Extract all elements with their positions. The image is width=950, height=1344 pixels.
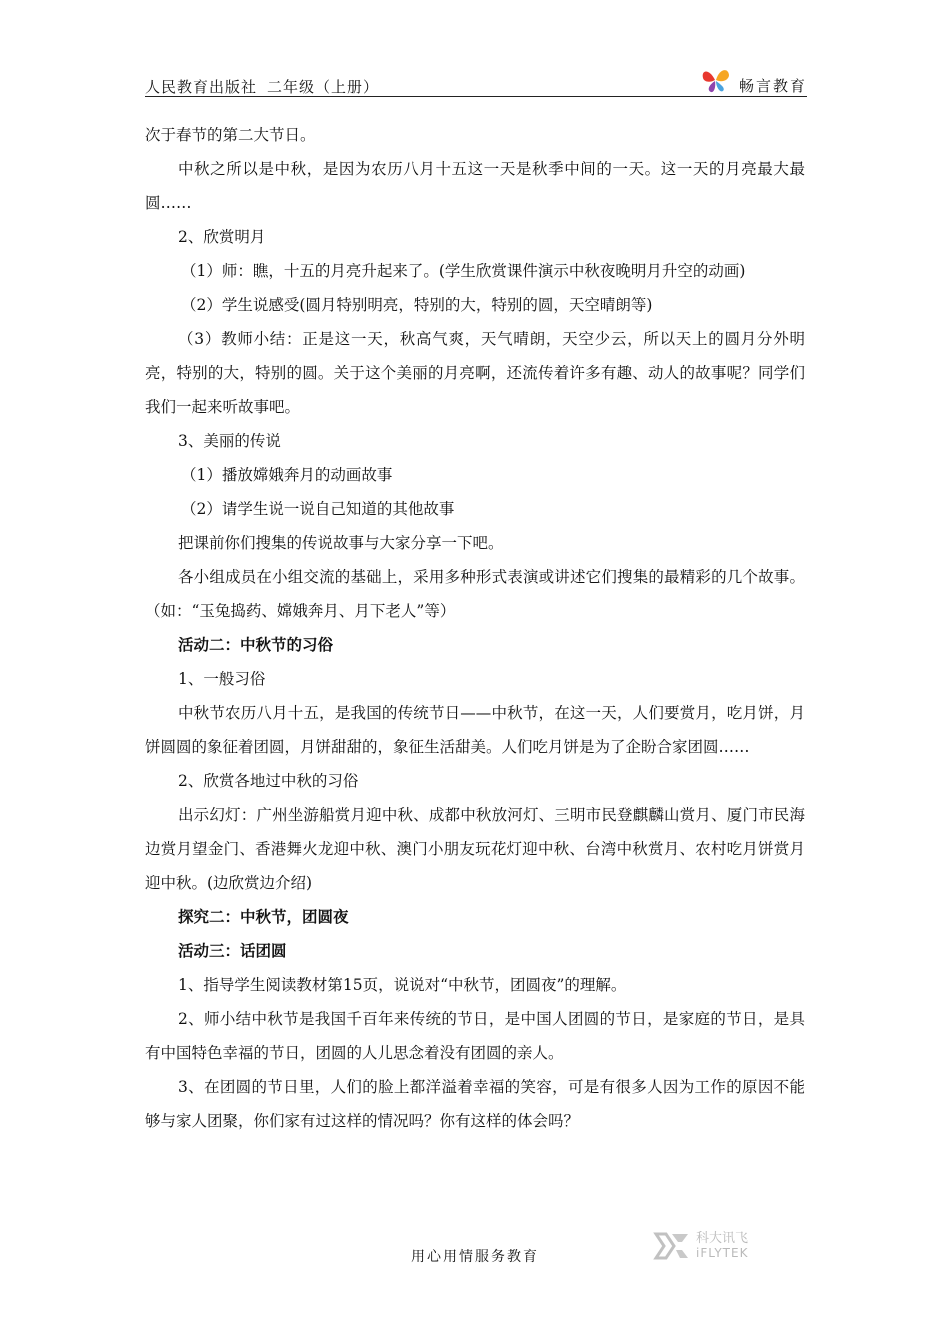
paragraph: （3）教师小结：正是这一天，秋高气爽，天气晴朗，天空少云，所以天上的圆月分外明亮，特别的大，特别的圆。关于这个美丽的月亮啊，还流传着许多有趣、动人的故事呢？同学们我们一起来听故事吧。 (145, 330, 805, 416)
iflytek-cn-name: 科大讯飞 (696, 1231, 749, 1246)
paragraph: （2）请学生说一说自己知道的其他故事 (181, 500, 455, 518)
iflytek-logo-icon (652, 1228, 692, 1264)
iflytek-en-name: iFLYTEK (696, 1246, 749, 1260)
iflytek-logo (652, 1226, 762, 1266)
footer-slogan: 用心用情服务教育 (411, 1249, 539, 1265)
publisher-grade-label: 人民教育出版社 二年级（上册） (145, 78, 380, 96)
paragraph: （2）学生说感受(圆月特别明亮，特别的大，特别的圆，天空晴朗等) (181, 296, 653, 314)
document-body (145, 118, 805, 1138)
paragraph: 2、欣赏明月 (178, 228, 266, 246)
paragraph: 把课前你们搜集的传说故事与大家分享一下吧。 (178, 534, 504, 552)
paragraph: 1、一般习俗 (178, 670, 266, 688)
section-heading: 探究二：中秋节，团圆夜 (178, 907, 349, 926)
paragraph: 次于春节的第二大节日。 (145, 126, 316, 144)
brand (701, 64, 807, 96)
butterfly-logo-icon (701, 66, 731, 94)
page-header (145, 62, 807, 98)
section-heading: 活动二：中秋节的习俗 (178, 635, 334, 654)
brand-name: 畅言教育 (738, 76, 807, 95)
paragraph: 中秋节农历八月十五，是我国的传统节日——中秋节，在这一天，人们要赏月，吃月饼，月饼圆圆的象征着团圆，月饼甜甜的，象征生活甜美。人们吃月饼是为了企盼合家团圆…… (145, 704, 805, 756)
paragraph: 中秋之所以是中秋，是因为农历八月十五这一天是秋季中间的一天。这一天的月亮最大最圆…… (145, 160, 805, 212)
paragraph: 各小组成员在小组交流的基础上，采用多种形式表演或讲述它们搜集的最精彩的几个故事。（如：“玉兔捣药、嫦娥奔月、月下老人”等） (145, 568, 805, 620)
paragraph: 出示幻灯：广州坐游船赏月迎中秋、成都中秋放河灯、三明市民登麒麟山赏月、厦门市民海边赏月望金门、香港舞火龙迎中秋、澳门小朋友玩花灯迎中秋、台湾中秋赏月、农村吃月饼赏月迎中秋。(边欣赏边介绍) (145, 806, 805, 892)
paragraph: （1）播放嫦娥奔月的动画故事 (181, 466, 393, 484)
paragraph: （1）师：瞧，十五的月亮升起来了。(学生欣赏课件演示中秋夜晚明月升空的动画) (181, 262, 746, 280)
paragraph: 3、美丽的传说 (178, 432, 281, 450)
paragraph: 3、在团圆的节日里，人们的脸上都洋溢着幸福的笑容，可是有很多人因为工作的原因不能够与家人团聚，你们家有过这样的情况吗？你有这样的体会吗？ (145, 1078, 805, 1130)
paragraph: 2、师小结中秋节是我国千百年来传统的节日，是中国人团圆的节日，是家庭的节日，是具有中国特色幸福的节日，团圆的人儿思念着没有团圆的亲人。 (145, 1010, 805, 1062)
section-heading: 活动三：话团圆 (178, 941, 287, 960)
paragraph: 1、指导学生阅读教材第15页，说说对“中秋节，团圆夜”的理解。 (178, 976, 627, 994)
paragraph: 2、欣赏各地过中秋的习俗 (178, 772, 359, 790)
header-divider (145, 96, 807, 97)
